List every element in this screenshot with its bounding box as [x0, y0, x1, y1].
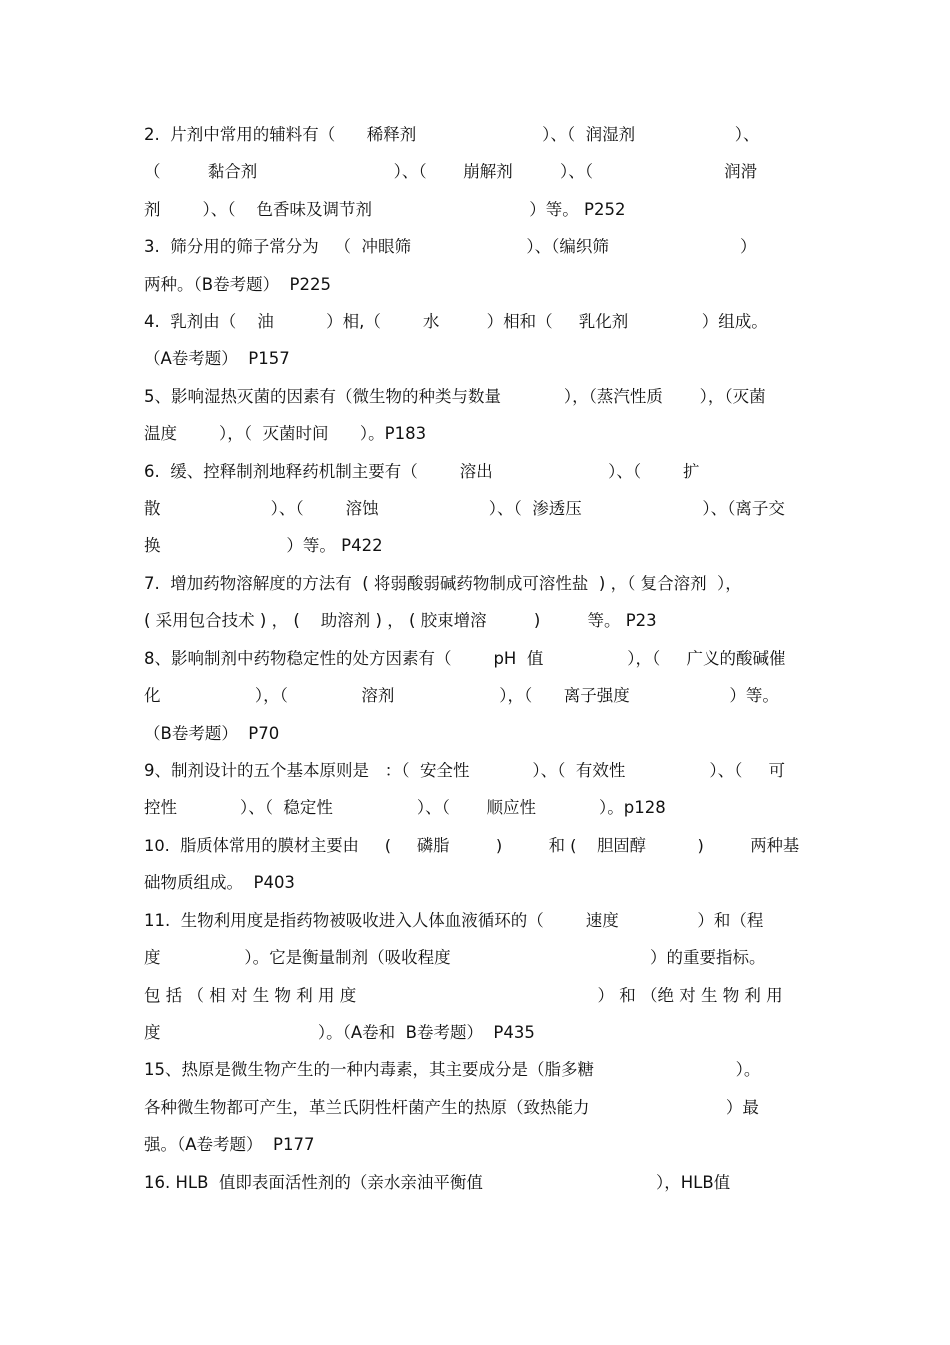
text-line-q9-1: 9、制剂设计的五个基本原则是 ：（ 安全性 ）、（ 有效性 ）、（ 可: [144, 761, 786, 780]
text-line-q15-1: 15、热原是微生物产生的一种内毒素，其主要成分是（脂多糖 ）。: [144, 1060, 761, 1079]
text-line-q3-2: 两种。（B卷考题） P225: [144, 275, 332, 294]
text-line-q15-3: 强。（A卷考题） P177: [144, 1135, 315, 1154]
text-line-q3-1: 3. 筛分用的筛子常分为 （ 冲眼筛 ）、（编织筛 ）: [144, 237, 757, 256]
text-line-q9-2: 控性 ）、（ 稳定性 ）、（ 顺应性 ）。p128: [144, 798, 666, 817]
text-line-q16-1: 16. HLB 值即表面活性剂的（亲水亲油平衡值 ），HLB值: [144, 1173, 731, 1192]
text-line-q4-1: 4. 乳剂由（ 油 ）相,（ 水 ）相和（ 乳化剂 ）组成。: [144, 312, 768, 331]
text-line-q11-4: 度 ）。（A卷和 B卷考题） P435: [144, 1023, 535, 1042]
text-line-q7-2: ( 采用包合技术 ) ， ( 助溶剂 ) ， ( 胶束增溶 ) 等。 P23: [144, 611, 657, 630]
text-line-q11-3: 包 括 （ 相 对 生 物 利 用 度 ） 和 （绝 对 生 物 利 用: [144, 986, 783, 1005]
text-line-q11-1: 11. 生物利用度是指药物被吸收进入人体血液循环的（ 速度 ）和（程: [144, 911, 764, 930]
text-line-q11-2: 度 ）。它是衡量制剂（吸收程度 ）的重要指标。: [144, 948, 766, 967]
text-line-q6-2: 散 ）、（ 溶蚀 ）、（ 渗透压 ）、（离子交: [144, 499, 785, 518]
text-line-q5-1: 5、影响湿热灭菌的因素有（微生物的种类与数量 ），（蒸汽性质 ），（灭菌: [144, 387, 766, 406]
text-line-q2-3: 剂 ）、（ 色香味及调节剂 ）等。 P252: [144, 200, 626, 219]
text-line-q5-2: 温度 ），（ 灭菌时间 ）。P183: [144, 424, 427, 443]
text-line-q8-2: 化 ），（ 溶剂 ），（ 离子强度 ）等。: [144, 686, 779, 705]
text-line-q8-1: 8、影响制剂中药物稳定性的处方因素有（ pH 值 ），（ 广义的酸碱催: [144, 649, 786, 668]
text-line-q6-3: 换 ）等。 P422: [144, 536, 383, 555]
text-line-q2-1: 2. 片剂中常用的辅料有（ 稀释剂 ）、（ 润湿剂 ）、: [144, 125, 760, 144]
text-line-q10-2: 础物质组成。 P403: [144, 873, 295, 892]
text-line-q7-1: 7. 增加药物溶解度的方法有 ( 将弱酸弱碱药物制成可溶性盐 ) ，（ 复合溶剂 ），: [144, 574, 742, 593]
text-line-q8-3: （B卷考题） P70: [144, 724, 280, 743]
text-line-q4-2: （A卷考题） P157: [144, 349, 290, 368]
text-line-q10-1: 10. 脂质体常用的膜材主要由 ( 磷脂 ) 和 ( 胆固醇 ) 两种基: [144, 836, 800, 855]
text-line-q2-2: （ 黏合剂 ）、（ 崩解剂 ）、（ 润滑: [144, 162, 758, 181]
text-line-q6-1: 6. 缓、控释制剂地释药机制主要有（ 溶出 ）、（ 扩: [144, 462, 700, 481]
text-line-q15-2: 各种微生物都可产生，革兰氏阴性杆菌产生的热原（致热能力 ）最: [144, 1098, 759, 1117]
